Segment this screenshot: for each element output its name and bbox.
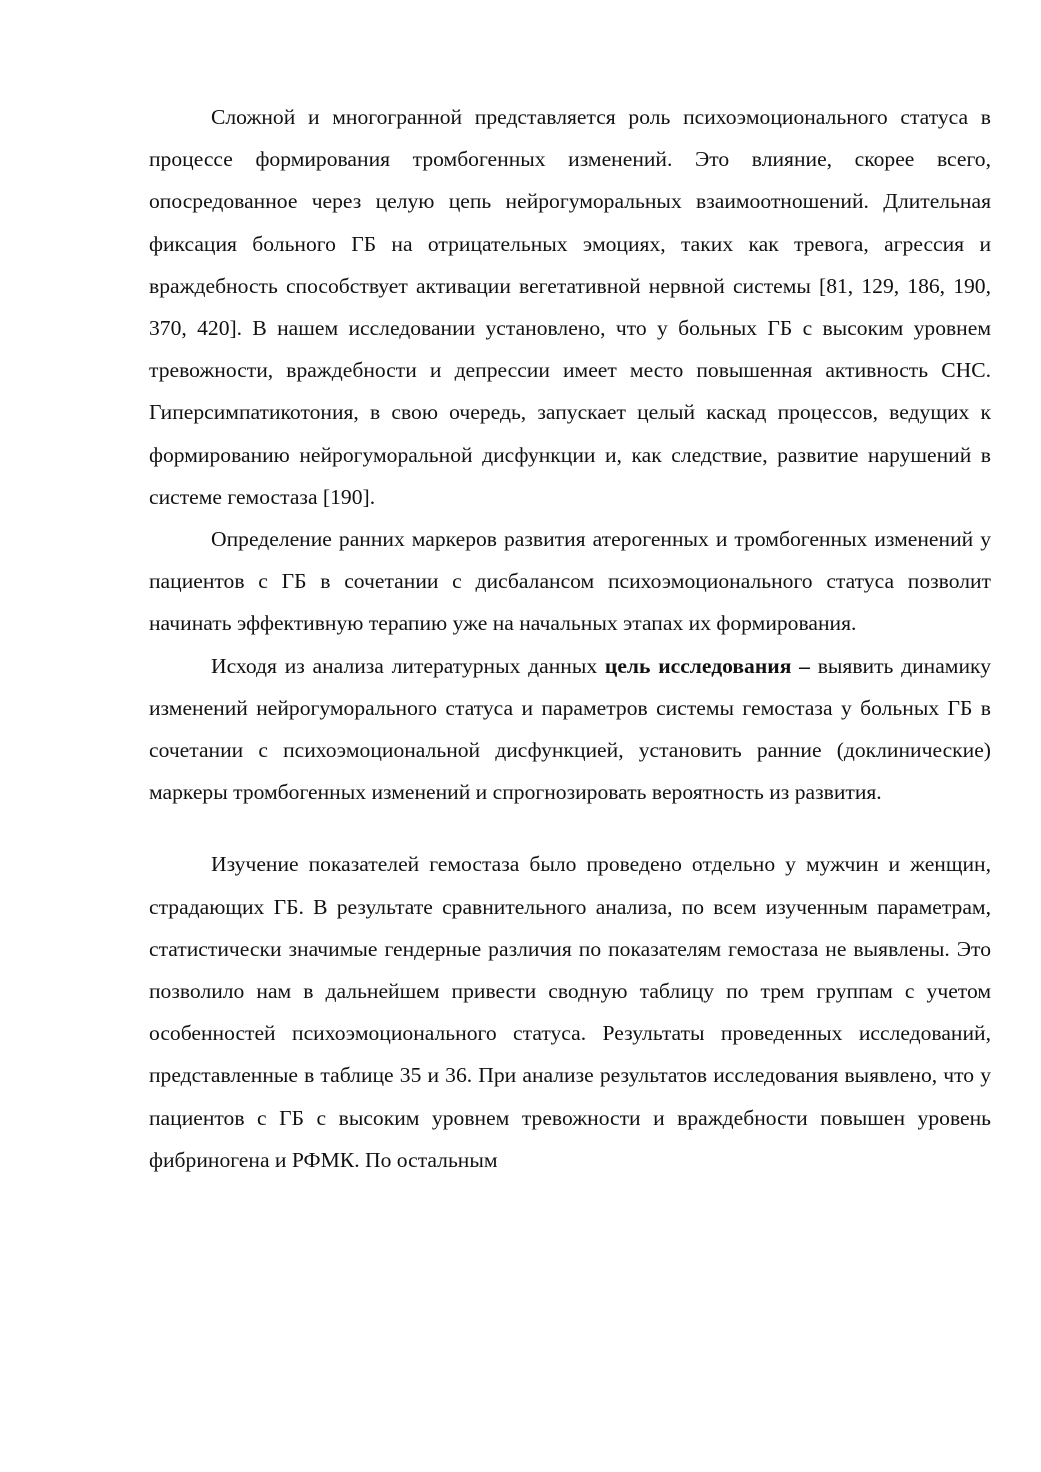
paragraph-research-goal [149, 645, 991, 814]
goal-rest-text: выявить динамику изменений нейрогуморального статуса и параметров системы гемостаза у больных ГБ в сочетании с психоэмоциональной дисфункцией, установить ранние (доклинические) маркеры тромбогенных изменений и спрогнозировать вероятность из развития. [149, 653, 992, 805]
document-page [149, 96, 991, 1181]
paragraph-psychoemotional-role: Сложной и многогранной представляется роль психоэмоционального статуса в процессе формирования тромбогенных изменений. Это влияние, скорее всего, опосредованное через целую цепь нейрогуморальных взаимоотношений. Длительная фиксация больного ГБ на отрицательных эмоциях, таких как тревога, агрессия и враждебность способствует активации вегетативной нервной системы [81, 129, 186, 190, 370, 420]. В нашем исследовании установлено, что у больных ГБ с высоким уровнем тревожности, враждебности и депрессии имеет место повышенная активность СНС. Гиперсимпатикотония, в свою очередь, запускает целый каскад процессов, ведущих к формированию нейрогуморальной дисфункции и, как следствие, развитие нарушений в системе гемостаза [190]. [149, 105, 991, 509]
paragraph-early-markers: Определение ранних маркеров развития атерогенных и тромбогенных изменений у пациентов с ГБ в сочетании с дисбалансом психоэмоционального статуса позволит начинать эффективную терапию уже на начальных этапах их формирования. [149, 527, 991, 636]
paragraph-hemostasis-study: Изучение показателей гемостаза было проведено отдельно у мужчин и женщин, страдающих ГБ. В результате сравнительного анализа, по всем изученным параметрам, статистически значимые гендерные различия по показателям гемостаза не выявлены. Это позволило нам в дальнейшем привести сводную таблицу по трем группам с учетом особенностей психоэмоционального статуса. Результаты проведенных исследований, представленные в таблице 35 и 36. При анализе результатов исследования выявлено, что у пациентов с ГБ с высоким уровнем тревожности и враждебности повышен уровень фибриногена и РФМК. По остальным [149, 852, 991, 1172]
goal-bold-phrase: цель исследования – [604, 653, 810, 678]
goal-intro-text: Исходя из анализа литературных данных [211, 653, 605, 678]
